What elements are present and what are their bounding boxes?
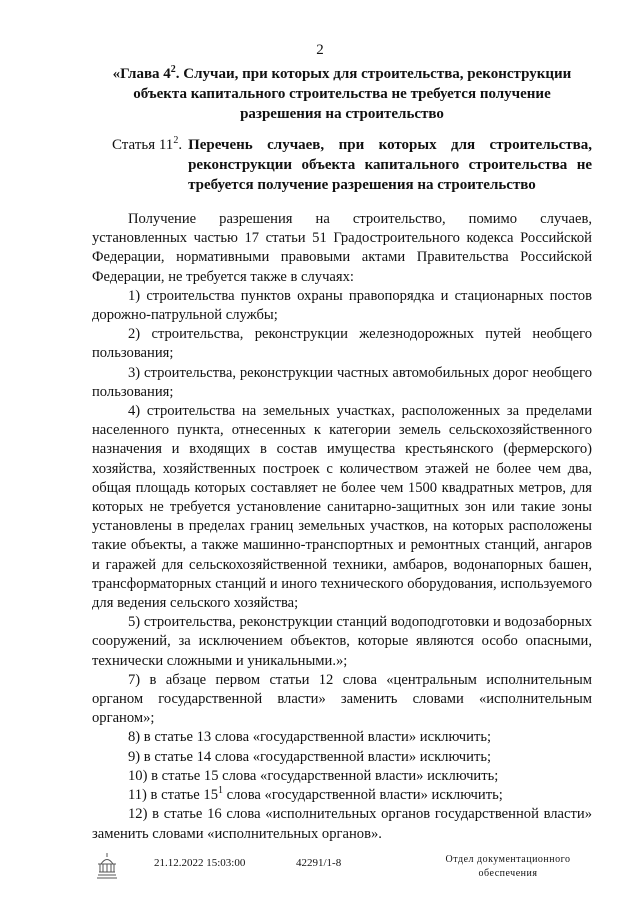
- amendment-9: 9) в статье 14 слова «государственной власти» исключить;: [128, 748, 492, 765]
- amendment-11-sup: 1: [218, 785, 223, 797]
- list-item-5: 5) строительства, реконструкции станций водоподготовки и водозаборных сооружений, за исключением объектов, которые являются особо опасными, технически сложными и уникальными.»;: [92, 614, 592, 669]
- article-heading: [112, 135, 592, 195]
- article-label-prefix: Статья 11: [112, 137, 174, 153]
- footer-date: 21.12.2022 15:03:00: [154, 857, 246, 869]
- article-label-sup: 2: [173, 135, 179, 146]
- footer-department: [428, 853, 588, 881]
- chapter-sup: 2: [170, 64, 176, 75]
- footer-dept-line2: обеспечения: [478, 868, 538, 879]
- amendment-7: 7) в абзаце первом статьи 12 слова «центральным исполнительным органом государственной власти» заменить словами «исполнительным органом»;: [92, 671, 592, 727]
- article-label-suffix: .: [178, 137, 183, 153]
- chapter-heading: [92, 64, 592, 124]
- amendment-11-prefix: 11) в статье 15: [128, 787, 218, 804]
- article-title: Перечень случаев, при которых для строительства, реконструкции объекта капитального строительства не требуется получение разрешения на строительство: [188, 137, 592, 193]
- amendment-8: 8) в статье 13 слова «государственной власти» исключить;: [128, 729, 492, 746]
- amendment-10: 10) в статье 15 слова «государственной власти» исключить;: [128, 767, 499, 784]
- document-body: [92, 210, 592, 844]
- page-number: 2: [316, 42, 324, 58]
- list-item-1: 1) строительства пунктов охраны правопорядка и стационарных постов дорожно-патрульной службы;: [92, 287, 592, 324]
- intro-paragraph: Получение разрешения на строительство, помимо случаев, установленных частью 17 статьи 51 Градостроительного кодекса Российской Федерации, нормативными правовыми актами Правительства Российской Федерации, не требуется также в случаях:: [92, 211, 592, 285]
- chapter-prefix: «Глава 4: [112, 66, 171, 82]
- article-label: [112, 135, 182, 195]
- list-item-3: 3) строительства, реконструкции частных автомобильных дорог необщего пользования;: [92, 364, 592, 400]
- amendment-11-rest: слова «государственной власти» исключить;: [223, 787, 503, 804]
- amendment-11: [92, 786, 592, 805]
- chapter-rest: . Случаи, при которых для строительства, реконструкции объекта капитального строительства не требуется получение разрешения на строительство: [133, 66, 572, 122]
- footer-dept-line1: Отдел документационного: [445, 854, 571, 865]
- footer-code: 42291/1-8: [296, 857, 342, 869]
- list-item-2: 2) строительства, реконструкции железнодорожных путей необщего пользования;: [92, 326, 592, 362]
- amendment-12: 12) в статье 16 слова «исполнительных органов государственной власти» заменить словами «исполнительных органов».: [92, 806, 592, 842]
- list-item-4: 4) строительства на земельных участках, расположенных за пределами населенного пункта, отнесенных к категории земель сельскохозяйственного назначения и входящих в состав имущества крестьянского (фермерского) хозяйства, хозяйственных построек с количеством этажей не более чем два, общая площадь которых составляет не более чем 1500 квадратных метров, для которых не требуется установление санитарно-защитных зон или такие зоны установлены в пределах границ земельных участков, на которых расположены такие объекты, а также машинно-транспортных и ремонтных станций, ангаров и гаражей для сельскохозяйственной техники, амбаров, водонапорных башен, трансформаторных станций и иного технического оборудования, используемого для ведения сельского хозяйства;: [92, 403, 592, 612]
- footer: [92, 855, 592, 895]
- emblem-icon: [92, 851, 122, 881]
